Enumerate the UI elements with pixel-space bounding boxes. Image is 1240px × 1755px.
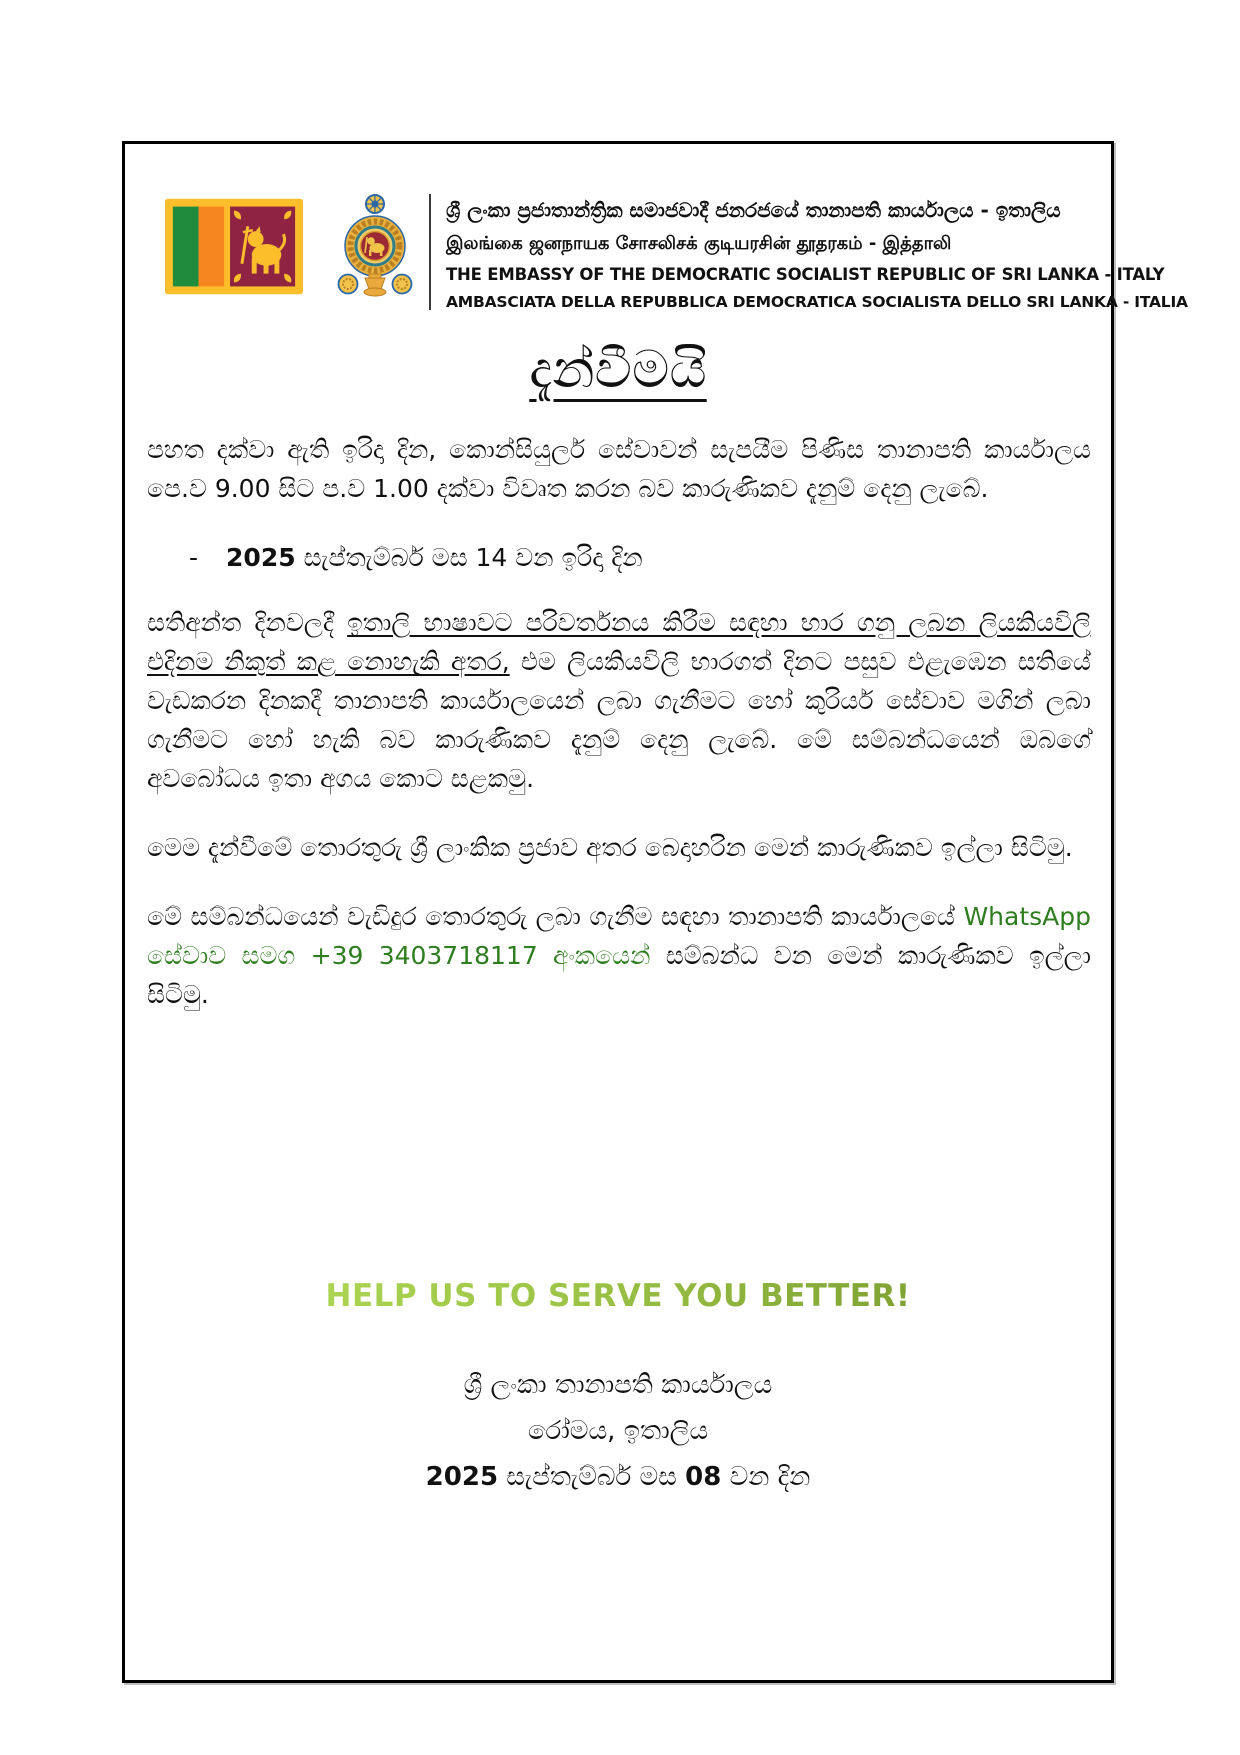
para2-underlined: ඉතාලි භාෂාවට පරිවර්තනය කිරීම සඳහා භාර ගනු ලබන ලියකියවිලි එදිනම නිකුත් කළ නොහැකි අතර,: [147, 608, 1091, 676]
bullet-dash: -: [189, 543, 199, 572]
signature-block: [125, 1362, 1111, 1500]
org-name-english: THE EMBASSY OF THE DEMOCRATIC SOCIALIST REPUBLIC OF SRI LANKA - ITALY: [446, 265, 1165, 284]
paragraph-share-request: මෙම දැන්වීමේ තොරතුරු ශ්‍රී ලාංකික ප්‍රජාව අතර බෙදාහරින මෙන් කාරුණිකව ඉල්ලා සිටිමු.: [147, 833, 1073, 862]
org-names: [446, 192, 1188, 316]
bullet-text: [226, 538, 643, 577]
para4-post: සම්බන්ධ වන මෙන් කාරුණිකව ඉල්ලා සිටිමු.: [147, 941, 1091, 1009]
bullet-date-rest: සැප්තැම්බර් මස 14 වන ඉරිදා දින: [295, 543, 643, 572]
paragraph-translation-notice: [147, 603, 1091, 798]
help-slogan: HELP US TO SERVE YOU BETTER!: [125, 1276, 1111, 1316]
embassy-header: [165, 192, 1188, 316]
bullet-year: 2025: [226, 543, 296, 572]
para2-pre: සතිඅන්ත දිනවලදී: [147, 608, 348, 637]
footer-date-end: වන දින: [721, 1462, 811, 1492]
org-name-tamil: இலங்கை ஜனநாயக சோசலிசக் குடியரசின் தூதரகம் - இத்தாலி: [446, 233, 952, 254]
notice-body: [125, 430, 1111, 1014]
footer-date-year: 2025: [425, 1462, 499, 1492]
footer-date-mid: සැප්තැම්බර් මස: [498, 1462, 686, 1492]
org-name-italian: AMBASCIATA DELLA REPUBBLICA DEMOCRATICA SOCIALISTA DELLO SRI LANKA - ITALIA: [446, 293, 1188, 311]
paragraph-whatsapp-contact: [147, 897, 1091, 1014]
para2-post: එම ලියකියවිලි භාරගත් දිනට පසුව එළැඹෙන සතියේ වැඩකරන දිනකදී තානාපති කාර්යාලයෙන් ලබා ගැනීමට හෝ කුරියර් සේවාව මගින් ලබා ගැනීමට හෝ හැකි බව කාරුණිකව දැනුම් දෙනු ලැබේ. මේ සම්බන්ධයෙන් ඔබගේ අවබෝධය ඉතා අගය කොට සළකමු.: [147, 647, 1091, 793]
page-frame: [122, 141, 1188, 1683]
sri-lanka-emblem-icon: [335, 192, 415, 300]
footer-location: රෝමය, ඉතාලිය: [527, 1416, 709, 1446]
paragraph-opening-hours: පහත දක්වා ඇති ඉරිදා දින, කොන්සියුලර් සේවාවන් සැපයීම පිණිස තානාපති කාර්යාලය පෙ.ව 9.00 සිට ප.ව 1.00 දක්වා විවෘත කරන බව කාරුණිකව දැනුම් දෙනු ලැබේ.: [147, 435, 1091, 503]
footer-office-name: ශ්‍රී ලංකා තානාපති කාර්යාලය: [463, 1370, 773, 1400]
header-divider: [429, 194, 431, 310]
para4-pre: මේ සම්බන්ධයෙන් වැඩිදුර තොරතුරු ලබා ගැනීම සඳහා තානාපති කාර්යාලයේ: [147, 902, 964, 931]
footer-date: [125, 1454, 1111, 1500]
date-bullet: [189, 538, 1091, 577]
org-name-sinhala: ශ්‍රී ලංකා ප්‍රජාතාන්ත්‍රික සමාජවාදී ජනරජයේ තානාපති කාර්යාලය - ඉතාලිය: [446, 198, 1061, 222]
whatsapp-number: WhatsApp සේවාව සමග +39 3403718117 අංකයෙන්: [147, 902, 1091, 970]
notice-title: දැන්වීමයි: [529, 340, 707, 400]
sri-lanka-flag-icon: [165, 198, 303, 295]
footer-date-day: 08: [685, 1462, 722, 1492]
